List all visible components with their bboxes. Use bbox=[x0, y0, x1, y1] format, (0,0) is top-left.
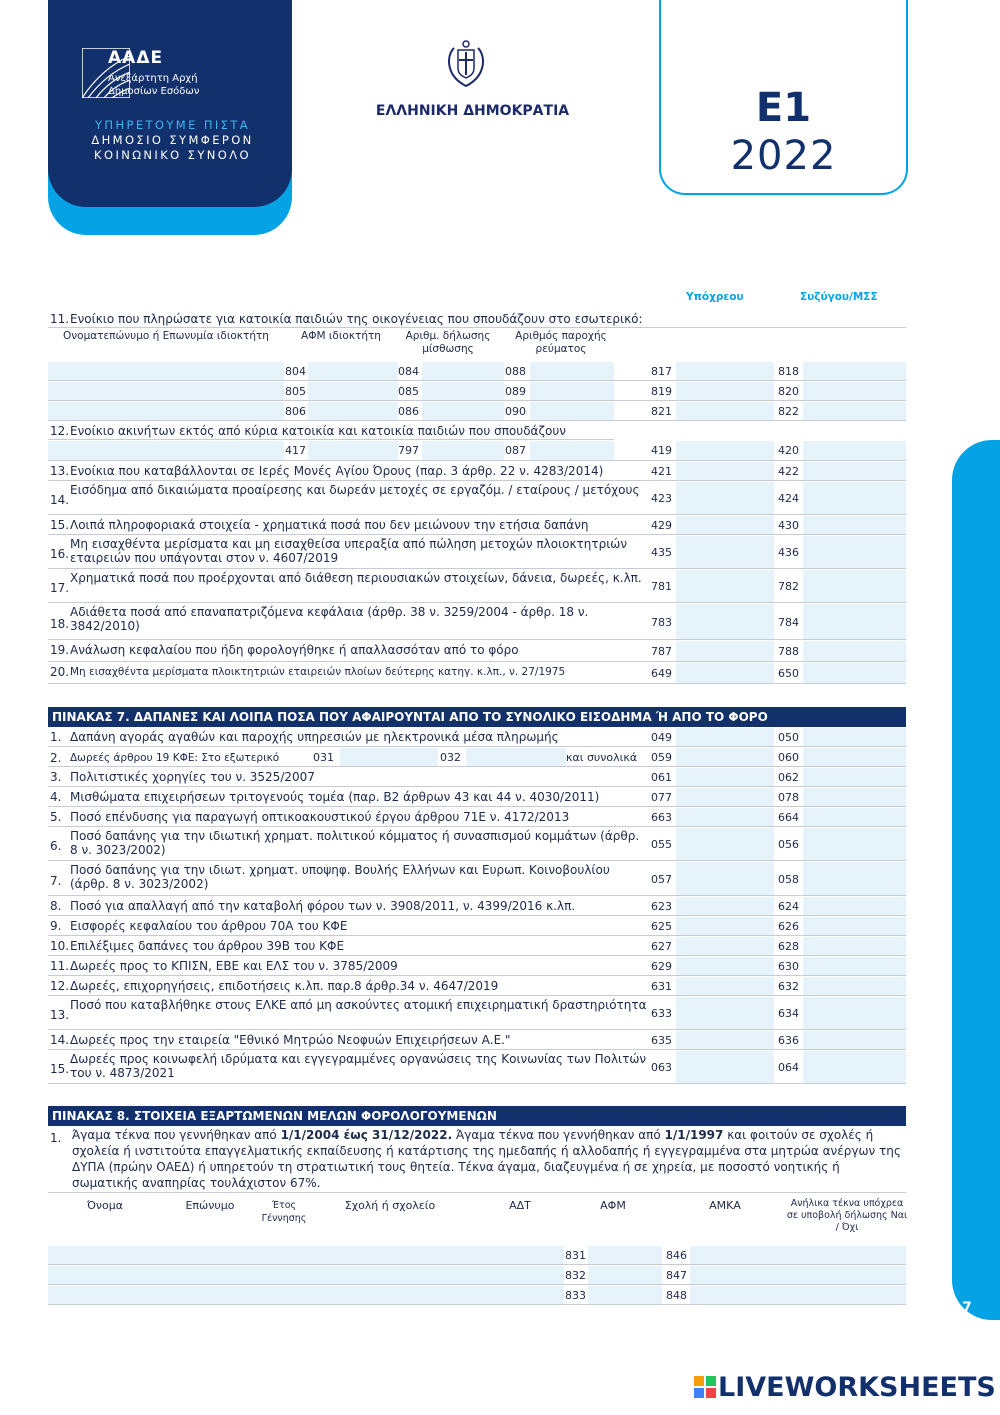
row-number: 14. bbox=[50, 493, 70, 507]
spouse-amount-input[interactable] bbox=[803, 362, 906, 380]
field-code: 084 bbox=[398, 365, 419, 378]
field-code: 078 bbox=[778, 791, 799, 804]
row-number: 20. bbox=[50, 665, 70, 679]
field-code: 787 bbox=[651, 645, 672, 658]
row-label: Μη εισαχθέντα μερίσματα και μη εισαχθείσα υπεραξία από πώληση μετοχών πλοιοκτητριών εταιρειών που υπάγονται στον ν. 4607/2019 bbox=[70, 537, 628, 565]
field-code: 636 bbox=[778, 1034, 799, 1047]
agency-subtitle-line: Δημοσίων Εσόδων bbox=[108, 86, 200, 97]
field-code: 848 bbox=[666, 1289, 687, 1302]
row-label: Μη εισαχθέντα μερίσματα πλοικτητριών εταιρειών πλοίων δεύτερης κατηγ. κ.λπ., ν. 27/1975 bbox=[70, 666, 566, 678]
header-lease-number: Αριθμ. δήλωσης μίσθωσης bbox=[405, 330, 491, 355]
total-label: και συνολικά bbox=[566, 751, 638, 764]
table-7-row bbox=[48, 861, 906, 896]
field-code: 649 bbox=[651, 667, 672, 680]
table-7-row bbox=[48, 996, 906, 1030]
field-code: 782 bbox=[778, 580, 799, 593]
supply-number-input[interactable] bbox=[530, 382, 614, 400]
dependent-amka-input[interactable] bbox=[690, 1266, 906, 1284]
field-code: 059 bbox=[651, 751, 672, 764]
field-code: 832 bbox=[565, 1269, 586, 1282]
table-7-title: ΠΙΝΑΚΑΣ 7. ΔΑΠΑΝΕΣ ΚΑΙ ΛΟΙΠΑ ΠΟΣΑ ΠΟΥ ΑΦΑΙΡΟΥΝΤΑΙ ΑΠΟ ΤΟ ΣΥΝΟΛΙΚΟ ΕΙΣΟΔΗΜΑ Ή ΑΠΟ ΤΟ ΦΟΡΟ bbox=[48, 707, 906, 727]
spouse-amount-input[interactable] bbox=[803, 897, 906, 915]
taxpayer-amount-input[interactable] bbox=[676, 768, 774, 786]
field-code: 087 bbox=[505, 444, 526, 457]
field-code: 430 bbox=[778, 519, 799, 532]
donation-other-input[interactable] bbox=[466, 748, 566, 766]
spouse-amount-input[interactable] bbox=[803, 748, 906, 766]
field-code: 086 bbox=[398, 405, 419, 418]
landlord-name-input[interactable] bbox=[48, 362, 284, 380]
taxpayer-amount-input[interactable] bbox=[676, 570, 774, 602]
field-code: 077 bbox=[651, 791, 672, 804]
field-code: 847 bbox=[666, 1269, 687, 1282]
row-number: 13. bbox=[50, 1008, 70, 1022]
row-number: 15. bbox=[50, 1062, 70, 1076]
field-code: 055 bbox=[651, 838, 672, 851]
taxpayer-amount-input[interactable] bbox=[676, 516, 774, 534]
column-header-taxpayer: Υπόχρεου bbox=[686, 291, 744, 303]
field-code: 085 bbox=[398, 385, 419, 398]
field-code: 628 bbox=[778, 940, 799, 953]
spouse-amount-input[interactable] bbox=[803, 462, 906, 480]
slogan-line: ΔΗΜΟΣΙΟ ΣΥΜΦΕΡΟΝ bbox=[91, 133, 254, 147]
row-label: Επιλέξιμες δαπάνες του άρθρου 39Β του ΚΦΕ bbox=[70, 939, 345, 953]
taxpayer-amount-input[interactable] bbox=[676, 957, 774, 975]
liveworksheets-logo-icon bbox=[694, 1376, 716, 1398]
dependent-row bbox=[48, 1245, 906, 1265]
row-label: Αδιάθετα ποσά από επαναπατριζόμενα κεφάλαια (άρθρ. 38 ν. 3259/2004 - άρθρ. 18 ν. 3842/2010) bbox=[70, 605, 589, 633]
field-code: 833 bbox=[565, 1289, 586, 1302]
field-code: 423 bbox=[651, 492, 672, 505]
taxpayer-amount-input[interactable] bbox=[676, 808, 774, 826]
row-label: Εισφορές κεφαλαίου του άρθρου 70Α του ΚΦΕ bbox=[70, 919, 348, 933]
taxpayer-amount-input[interactable] bbox=[676, 897, 774, 915]
taxpayer-amount-input[interactable] bbox=[676, 728, 774, 746]
row-label: Ενοίκια που καταβάλλονται σε Ιερές Μονές Αγίου Όρους (παρ. 3 άρθρ. 22 ν. 4283/2014) bbox=[70, 464, 604, 478]
field-code: 650 bbox=[778, 667, 799, 680]
row-number: 18. bbox=[50, 617, 70, 631]
slogan bbox=[60, 118, 285, 163]
taxpayer-amount-input[interactable] bbox=[676, 937, 774, 955]
taxpayer-amount-input[interactable] bbox=[676, 1051, 774, 1083]
dependent-amka-input[interactable] bbox=[690, 1286, 906, 1304]
field-code: 797 bbox=[398, 444, 419, 457]
header-owner-name: Ονοματεπώνυμο ή Επωνυμία ιδιοκτήτη bbox=[63, 330, 269, 342]
field-code: 784 bbox=[778, 616, 799, 629]
spouse-amount-input[interactable] bbox=[803, 663, 906, 683]
field-code: 032 bbox=[440, 751, 461, 764]
spouse-amount-input[interactable] bbox=[803, 482, 906, 514]
header-birth-year: Έτος Γέννησης bbox=[261, 1200, 307, 1224]
field-code: 630 bbox=[778, 960, 799, 973]
spouse-amount-input[interactable] bbox=[803, 536, 906, 568]
spouse-amount-input[interactable] bbox=[803, 382, 906, 400]
landlord-name-input[interactable] bbox=[48, 382, 284, 400]
table-7-row bbox=[48, 807, 906, 827]
row-label: Ενοίκιο ακινήτων εκτός από κύρια κατοικία και κατοικία παιδιών που σπουδάζουν bbox=[70, 424, 566, 438]
taxpayer-amount-input[interactable] bbox=[676, 1031, 774, 1049]
row-label: Δωρεές άρθρου 19 ΚΦΕ: Στο εξωτερικό bbox=[70, 752, 280, 764]
field-code: 062 bbox=[778, 771, 799, 784]
row-number: 4. bbox=[50, 790, 62, 804]
table-7-row bbox=[48, 1030, 906, 1050]
taxpayer-amount-input[interactable] bbox=[676, 977, 774, 995]
spouse-amount-input[interactable] bbox=[803, 641, 906, 661]
table-7-row bbox=[48, 896, 906, 916]
section-11-code-row bbox=[48, 361, 906, 381]
header-adt: ΑΔΤ bbox=[509, 1199, 531, 1212]
row-number: 5. bbox=[50, 810, 62, 824]
supply-number-input[interactable] bbox=[530, 402, 614, 420]
field-code: 424 bbox=[778, 492, 799, 505]
taxpayer-amount-input[interactable] bbox=[676, 641, 774, 661]
header-supply-number: Αριθμός παροχής ρεύματος bbox=[515, 330, 607, 355]
field-code: 806 bbox=[285, 405, 306, 418]
slogan-line: ΥΠΗΡΕΤΟΥΜΕ ΠΙΣΤΑ bbox=[94, 118, 251, 132]
spouse-amount-input[interactable] bbox=[803, 808, 906, 826]
lease-number-input[interactable] bbox=[422, 382, 504, 400]
field-code: 061 bbox=[651, 771, 672, 784]
field-code: 088 bbox=[505, 365, 526, 378]
text-part: Άγαμα τέκνα που γεννήθηκαν από bbox=[72, 1128, 281, 1142]
row-number: 3. bbox=[50, 770, 62, 784]
row-label: Ποσό για απαλλαγή από την καταβολή φόρου των ν. 3908/2011, ν. 4399/2016 κ.λπ. bbox=[70, 899, 576, 913]
dependent-afm-input[interactable] bbox=[588, 1286, 662, 1304]
row-label: Δωρεές, επιχορηγήσεις, επιδοτήσεις κ.λπ. παρ.8 άρθρ.34 ν. 4647/2019 bbox=[70, 979, 499, 993]
form-line-row bbox=[48, 515, 906, 535]
row-label: Δωρεές προς κοινωφελή ιδρύματα και εγγεγραμμένες οργανώσεις της Κοινωνίας των Πολιτών του ν. 4873/2021 bbox=[70, 1052, 647, 1080]
row-label: Δαπάνη αγοράς αγαθών και παροχής υπηρεσιών με ηλεκτρονικά μέσα πληρωμής bbox=[70, 730, 559, 744]
field-code: 846 bbox=[666, 1249, 687, 1262]
spouse-amount-input[interactable] bbox=[803, 937, 906, 955]
text-part: Άγαμα τέκνα που γεννήθηκαν από bbox=[452, 1128, 665, 1142]
field-code: 436 bbox=[778, 546, 799, 559]
form-line-row bbox=[48, 461, 906, 481]
taxpayer-amount-input[interactable] bbox=[676, 382, 774, 400]
spouse-amount-input[interactable] bbox=[803, 604, 906, 639]
row-number: 1. bbox=[50, 730, 62, 744]
field-code: 664 bbox=[778, 811, 799, 824]
input-cell[interactable] bbox=[422, 441, 504, 460]
section-11-code-row bbox=[48, 381, 906, 401]
slogan-line: ΚΟΙΝΩΝΙΚΟ ΣΥΝΟΛΟ bbox=[94, 148, 251, 162]
supply-number-input[interactable] bbox=[530, 362, 614, 380]
column-header-spouse: Συζύγου/ΜΣΣ bbox=[800, 291, 878, 303]
form-line-row bbox=[48, 640, 906, 662]
taxpayer-amount-input[interactable] bbox=[676, 748, 774, 766]
field-code: 031 bbox=[313, 751, 334, 764]
dependent-details-input[interactable] bbox=[48, 1286, 564, 1304]
lease-number-input[interactable] bbox=[422, 362, 504, 380]
table-7-row bbox=[48, 767, 906, 787]
table-8-description bbox=[72, 1127, 906, 1191]
field-code: 783 bbox=[651, 616, 672, 629]
field-code: 820 bbox=[778, 385, 799, 398]
field-code: 788 bbox=[778, 645, 799, 658]
header-owner-afm: ΑΦΜ ιδιοκτήτη bbox=[301, 330, 381, 342]
table-8-title: ΠΙΝΑΚΑΣ 8. ΣΤΟΙΧΕΙΑ ΕΞΑΡΤΩΜΕΝΩΝ ΜΕΛΩΝ ΦΟΡΟΛΟΓΟΥΜΕΝΩΝ bbox=[48, 1106, 906, 1126]
form-line-row bbox=[48, 535, 906, 569]
table-7-row bbox=[48, 1050, 906, 1084]
field-code: 781 bbox=[651, 580, 672, 593]
landlord-afm-input[interactable] bbox=[308, 362, 398, 380]
spouse-amount-input[interactable] bbox=[803, 1051, 906, 1083]
row-label: Ενοίκιο που πληρώσατε για κατοικία παιδιών της οικογένειας που σπουδάζουν στο εσωτερικό: bbox=[70, 312, 643, 326]
spouse-amount-input[interactable] bbox=[803, 516, 906, 534]
section-12-row bbox=[48, 422, 614, 440]
row-number: 14. bbox=[50, 1033, 70, 1047]
header-amka: ΑΜΚΑ bbox=[709, 1199, 741, 1212]
taxpayer-amount-input[interactable] bbox=[676, 828, 774, 860]
taxpayer-amount-input[interactable] bbox=[676, 663, 774, 683]
donation-abroad-input[interactable] bbox=[340, 748, 438, 766]
table-7-row bbox=[48, 976, 906, 996]
row-label: Χρηματικά ποσά που προέρχονται από διάθεση περιουσιακών στοιχείων, δάνεια, δωρεές, κ.λπ. bbox=[70, 571, 642, 585]
form-year: 2022 bbox=[730, 133, 837, 179]
lease-number-input[interactable] bbox=[422, 402, 504, 420]
field-code: 634 bbox=[778, 1007, 799, 1020]
section-11-code-row bbox=[48, 401, 906, 421]
row-number: 17. bbox=[50, 581, 70, 595]
spouse-amount-input[interactable] bbox=[803, 402, 906, 420]
taxpayer-amount-input[interactable] bbox=[676, 402, 774, 420]
agency-subtitle bbox=[108, 72, 238, 98]
input-cell[interactable] bbox=[308, 441, 398, 460]
table-7-row bbox=[48, 916, 906, 936]
section-11-row bbox=[48, 310, 906, 328]
field-code: 626 bbox=[778, 920, 799, 933]
field-code: 623 bbox=[651, 900, 672, 913]
field-code: 435 bbox=[651, 546, 672, 559]
field-code: 417 bbox=[285, 444, 306, 457]
form-line-row bbox=[48, 481, 906, 515]
row-number: 8. bbox=[50, 899, 62, 913]
field-code: 050 bbox=[778, 731, 799, 744]
row-number: 16. bbox=[50, 547, 70, 561]
row-label: Ποσό δαπάνης για την ιδιωτική χρηματ. πολιτικού κόμματος ή συνασπισμού κομμάτων (άρθρ. 8 ν. 3023/2002) bbox=[70, 829, 640, 857]
field-code: 624 bbox=[778, 900, 799, 913]
row-number: 7. bbox=[50, 874, 62, 888]
agency-subtitle-line: Ανεξάρτητη Αρχή bbox=[108, 73, 198, 84]
agency-abbreviation: ΑΑΔΕ bbox=[108, 48, 164, 68]
table-7-row bbox=[48, 747, 906, 767]
form-line-row bbox=[48, 662, 906, 684]
aade-header-panel bbox=[48, 0, 292, 207]
table-7-row bbox=[48, 827, 906, 861]
taxpayer-amount-input[interactable] bbox=[676, 862, 774, 895]
field-code: 817 bbox=[651, 365, 672, 378]
taxpayer-amount-input[interactable] bbox=[676, 536, 774, 568]
landlord-afm-input[interactable] bbox=[308, 382, 398, 400]
row-number: 13. bbox=[50, 464, 70, 478]
field-code: 822 bbox=[778, 405, 799, 418]
row-label: Δωρεές προς την εταιρεία "Εθνικό Μητρώο Νεοφυών Επιχειρήσεων Α.Ε." bbox=[70, 1033, 511, 1047]
spouse-amount-input[interactable] bbox=[803, 957, 906, 975]
row-label: Ποσό επένδυσης για παραγωγή οπτικοακουστικού έργου άρθρου 71Ε ν. 4172/2013 bbox=[70, 810, 570, 824]
row-number: 11. bbox=[50, 959, 70, 973]
field-code: 821 bbox=[651, 405, 672, 418]
row-number: 1. bbox=[50, 1131, 62, 1145]
spouse-amount-input[interactable] bbox=[803, 728, 906, 746]
liveworksheets-watermark bbox=[694, 1372, 996, 1403]
spouse-amount-input[interactable] bbox=[803, 997, 906, 1029]
header-minor-children: Ανήλικα τέκνα υπόχρεα σε υποβολή δήλωσης Ναι / Όχι bbox=[786, 1198, 908, 1233]
field-code: 629 bbox=[651, 960, 672, 973]
row-number: 11. bbox=[50, 312, 70, 326]
spouse-amount-input[interactable] bbox=[803, 570, 906, 602]
spouse-amount-input[interactable] bbox=[803, 441, 906, 460]
dependent-row bbox=[48, 1285, 906, 1305]
divider bbox=[48, 1192, 906, 1193]
greek-emblem-icon bbox=[446, 40, 486, 88]
row-number: 12. bbox=[50, 979, 70, 993]
landlord-name-input[interactable] bbox=[48, 402, 284, 420]
page-side-tab bbox=[952, 440, 1000, 1320]
field-code: 831 bbox=[565, 1249, 586, 1262]
watermark-text: LIVEWORKSHEETS bbox=[718, 1372, 996, 1403]
row-label: Ποσό δαπάνης για την ιδιωτ. χρηματ. υποψηφ. Βουλής Ελλήνων και Ευρωπ. Κοινοβουλίου (άρθρ. 8 ν. 3023/2002) bbox=[70, 863, 610, 891]
dependent-amka-input[interactable] bbox=[690, 1246, 906, 1264]
field-code: 421 bbox=[651, 465, 672, 478]
spouse-amount-input[interactable] bbox=[803, 768, 906, 786]
row-number: 6. bbox=[50, 839, 62, 853]
field-code: 056 bbox=[778, 838, 799, 851]
field-code: 631 bbox=[651, 980, 672, 993]
taxpayer-amount-input[interactable] bbox=[676, 482, 774, 514]
taxpayer-amount-input[interactable] bbox=[676, 462, 774, 480]
row-label: Λοιπά πληροφοριακά στοιχεία - χρηματικά ποσά που δεν μειώνουν την ετήσια δαπάνη bbox=[70, 518, 589, 532]
spouse-amount-input[interactable] bbox=[803, 788, 906, 806]
text-part-bold: 1/1/2004 έως 31/12/2022. bbox=[280, 1128, 453, 1142]
field-code: 627 bbox=[651, 940, 672, 953]
spouse-amount-input[interactable] bbox=[803, 828, 906, 860]
spouse-amount-input[interactable] bbox=[803, 862, 906, 895]
field-code: 818 bbox=[778, 365, 799, 378]
taxpayer-amount-input[interactable] bbox=[676, 997, 774, 1029]
row-label: Εισόδημα από δικαιώματα προαίρεσης και δωρεάν μετοχές σε εργαζόμ. / εταίρους / μετόχους bbox=[70, 483, 640, 497]
field-code: 057 bbox=[651, 873, 672, 886]
taxpayer-amount-input[interactable] bbox=[676, 604, 774, 639]
field-code: 049 bbox=[651, 731, 672, 744]
field-code: 060 bbox=[778, 751, 799, 764]
field-code: 819 bbox=[651, 385, 672, 398]
dependent-afm-input[interactable] bbox=[588, 1246, 662, 1264]
field-code: 663 bbox=[651, 811, 672, 824]
field-code: 058 bbox=[778, 873, 799, 886]
taxpayer-amount-input[interactable] bbox=[676, 917, 774, 935]
row-label: Μισθώματα επιχειρήσεων τριτογενούς τομέα (παρ. Β2 άρθρων 43 και 44 ν. 4030/2011) bbox=[70, 790, 600, 804]
field-code: 635 bbox=[651, 1034, 672, 1047]
table-7-row bbox=[48, 956, 906, 976]
taxpayer-amount-input[interactable] bbox=[676, 441, 774, 460]
republic-title: ΕΛΛΗΝΙΚΗ ΔΗΜΟΚΡΑΤΙΑ bbox=[375, 103, 570, 119]
taxpayer-amount-input[interactable] bbox=[676, 362, 774, 380]
text-part: και φοιτούν σε σχολές ή σχολεία ή ινστιτούτα επαγγελματικής εκπαίδευσης ή κατάρτισης της ημεδαπής ή αλλοδαπής ή εγγεγραμμένα στα μητρώα ανέργων της ΔΥΠΑ (πρώην ΟΑΕΔ) ή υπηρετούν τη στρατιωτική τους θητεία. Τέκνα άγαμα, διαζευγμένα ή σε χηρεία, με ποσοστό νοητικής ή σωματικής αναπηρίας τουλάχιστον 67%. bbox=[72, 1128, 901, 1190]
row-number: 2. bbox=[50, 751, 62, 765]
dependent-details-input[interactable] bbox=[48, 1266, 564, 1284]
landlord-afm-input[interactable] bbox=[308, 402, 398, 420]
row-number: 12. bbox=[50, 424, 70, 438]
field-code: 063 bbox=[651, 1061, 672, 1074]
row-number: 19. bbox=[50, 643, 70, 657]
taxpayer-amount-input[interactable] bbox=[676, 788, 774, 806]
spouse-amount-input[interactable] bbox=[803, 917, 906, 935]
row-label: Ανάλωση κεφαλαίου που ήδη φορολογήθηκε ή απαλλασσόταν από το φόρο bbox=[70, 643, 519, 657]
row-label: Ποσό που καταβλήθηκε στους ΕΛΚΕ από μη ασκούντες ατομική επιχειρηματική δραστηριότητα bbox=[70, 998, 647, 1012]
row-number: 15. bbox=[50, 518, 70, 532]
field-code: 429 bbox=[651, 519, 672, 532]
table-7-row bbox=[48, 936, 906, 956]
input-cell[interactable] bbox=[530, 441, 614, 460]
spouse-amount-input[interactable] bbox=[803, 977, 906, 995]
dependent-afm-input[interactable] bbox=[588, 1266, 662, 1284]
text-part-bold: 1/1/1997 bbox=[664, 1128, 724, 1142]
field-code: 419 bbox=[651, 444, 672, 457]
field-code: 090 bbox=[505, 405, 526, 418]
field-code: 422 bbox=[778, 465, 799, 478]
field-code: 805 bbox=[285, 385, 306, 398]
table-7-row bbox=[48, 787, 906, 807]
field-code: 420 bbox=[778, 444, 799, 457]
page-number: 7 bbox=[962, 1300, 972, 1316]
row-label: Δωρεές προς το ΚΠΙΣΝ, ΕΒΕ και ΕΛΣ του ν. 3785/2009 bbox=[70, 959, 398, 973]
field-code: 633 bbox=[651, 1007, 672, 1020]
section-12-codes-row bbox=[48, 440, 906, 461]
input-cell[interactable] bbox=[48, 441, 284, 460]
field-code: 625 bbox=[651, 920, 672, 933]
dependent-details-input[interactable] bbox=[48, 1246, 564, 1264]
table-7-row bbox=[48, 727, 906, 747]
field-code: 632 bbox=[778, 980, 799, 993]
form-line-row bbox=[48, 603, 906, 640]
spouse-amount-input[interactable] bbox=[803, 1031, 906, 1049]
row-number: 10. bbox=[50, 939, 70, 953]
field-code: 089 bbox=[505, 385, 526, 398]
row-number: 9. bbox=[50, 919, 62, 933]
field-code: 804 bbox=[285, 365, 306, 378]
field-code: 064 bbox=[778, 1061, 799, 1074]
header-school: Σχολή ή σχολείο bbox=[344, 1199, 436, 1212]
form-code: Ε1 bbox=[755, 85, 812, 131]
row-label: Πολιτιστικές χορηγίες του ν. 3525/2007 bbox=[70, 770, 315, 784]
header-afm: ΑΦΜ bbox=[600, 1199, 626, 1212]
dependent-row bbox=[48, 1265, 906, 1285]
header-surname: Επώνυμο bbox=[185, 1199, 235, 1212]
form-line-row bbox=[48, 569, 906, 603]
header-first-name: Όνομα bbox=[86, 1199, 124, 1212]
